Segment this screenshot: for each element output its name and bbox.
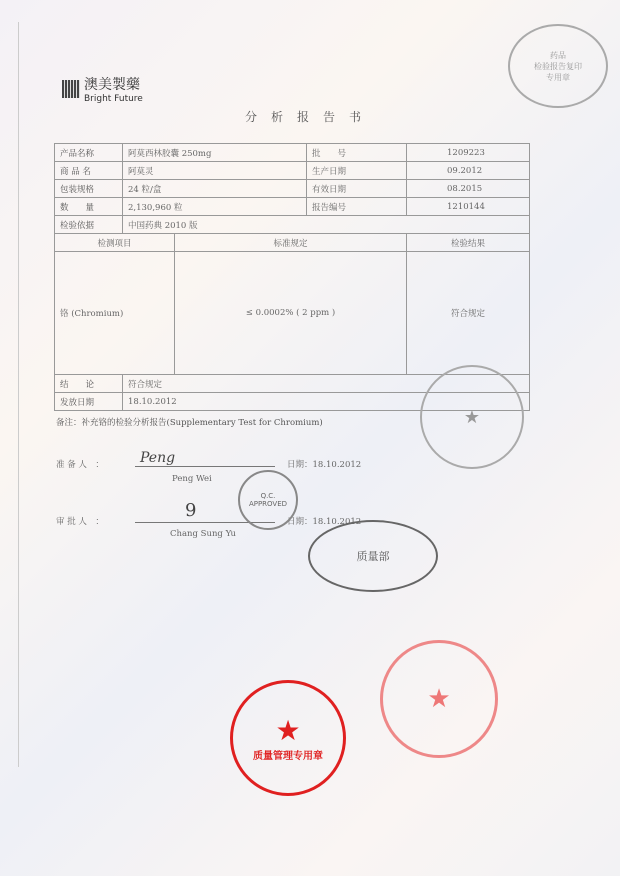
label: 有效日期 bbox=[307, 180, 407, 198]
label: 商 品 名 bbox=[55, 162, 123, 180]
label: 数 量 bbox=[55, 198, 123, 216]
logo-en: Bright Future bbox=[84, 94, 143, 104]
star-icon: ★ bbox=[275, 714, 301, 747]
table-row bbox=[55, 144, 530, 162]
stamp-text: 检验报告复印 bbox=[534, 61, 582, 71]
approved-label: 审 批 人 ： bbox=[56, 517, 104, 527]
table-header-row bbox=[55, 234, 530, 252]
label: 结 论 bbox=[55, 375, 123, 393]
qc-approved-stamp bbox=[238, 470, 298, 530]
header: 检验结果 bbox=[407, 234, 530, 252]
grey-star-stamp: ★ bbox=[420, 365, 524, 469]
value: 符合规定 bbox=[123, 375, 530, 393]
approved-name: Chang Sung Yu bbox=[170, 529, 236, 539]
company-logo bbox=[62, 74, 143, 104]
value: 18.10.2012 bbox=[123, 393, 530, 411]
label: 包装规格 bbox=[55, 180, 123, 198]
value: 1209223 bbox=[407, 144, 530, 162]
remark: 备注：补充铬的检验分析报告(Supplementary Test for Chromium) bbox=[56, 418, 323, 428]
value: 24 粒/盒 bbox=[123, 180, 307, 198]
value: 09.2012 bbox=[407, 162, 530, 180]
quality-dept-stamp bbox=[308, 520, 438, 592]
table-row bbox=[55, 180, 530, 198]
stamp-text: 质量管理专用章 bbox=[253, 751, 323, 762]
stamp-text: Q.C. bbox=[260, 492, 276, 500]
label: 报告编号 bbox=[307, 198, 407, 216]
value: 阿莫西林胶囊 250mg bbox=[123, 144, 307, 162]
prepared-date: 日期：18.10.2012 bbox=[287, 460, 362, 470]
label: 批 号 bbox=[307, 144, 407, 162]
label: 发放日期 bbox=[55, 393, 123, 411]
table-row bbox=[55, 162, 530, 180]
label: 检验依据 bbox=[55, 216, 123, 234]
logo-mark-icon bbox=[62, 80, 80, 98]
pink-stamp: ★ bbox=[380, 640, 498, 758]
stamp-text: 药品 bbox=[550, 50, 566, 60]
copy-stamp bbox=[508, 24, 608, 108]
value: 08.2015 bbox=[407, 180, 530, 198]
table-row bbox=[55, 198, 530, 216]
label: 产品名称 bbox=[55, 144, 123, 162]
red-quality-stamp bbox=[230, 680, 346, 796]
approved-date: 日期：18.10.2012 bbox=[287, 517, 362, 527]
test-item: 铬 (Chromium) bbox=[55, 252, 175, 375]
logo-cn: 澳美製藥 bbox=[84, 77, 140, 93]
prepared-name: Peng Wei bbox=[172, 474, 212, 484]
value: 1210144 bbox=[407, 198, 530, 216]
stamp-text: 质量部 bbox=[356, 550, 390, 563]
header: 检测项目 bbox=[55, 234, 175, 252]
table-row bbox=[55, 252, 530, 375]
approved-signature: 9 bbox=[185, 500, 197, 521]
test-standard: ≤ 0.0002% ( 2 ppm ) bbox=[175, 252, 407, 375]
signature-line bbox=[135, 466, 275, 467]
table-row bbox=[55, 216, 530, 234]
test-result: 符合规定 bbox=[407, 252, 530, 375]
prepared-signature: Peng bbox=[140, 450, 176, 466]
header: 标准规定 bbox=[175, 234, 407, 252]
stamp-text: 专用章 bbox=[546, 72, 570, 82]
label: 生产日期 bbox=[307, 162, 407, 180]
value: 2,130,960 粒 bbox=[123, 198, 307, 216]
value: 中国药典 2010 版 bbox=[123, 216, 530, 234]
prepared-label: 准 备 人 ： bbox=[56, 460, 104, 470]
value: 阿莫灵 bbox=[123, 162, 307, 180]
document-title: 分析报告书 bbox=[244, 110, 375, 124]
stamp-text: APPROVED bbox=[248, 500, 288, 508]
